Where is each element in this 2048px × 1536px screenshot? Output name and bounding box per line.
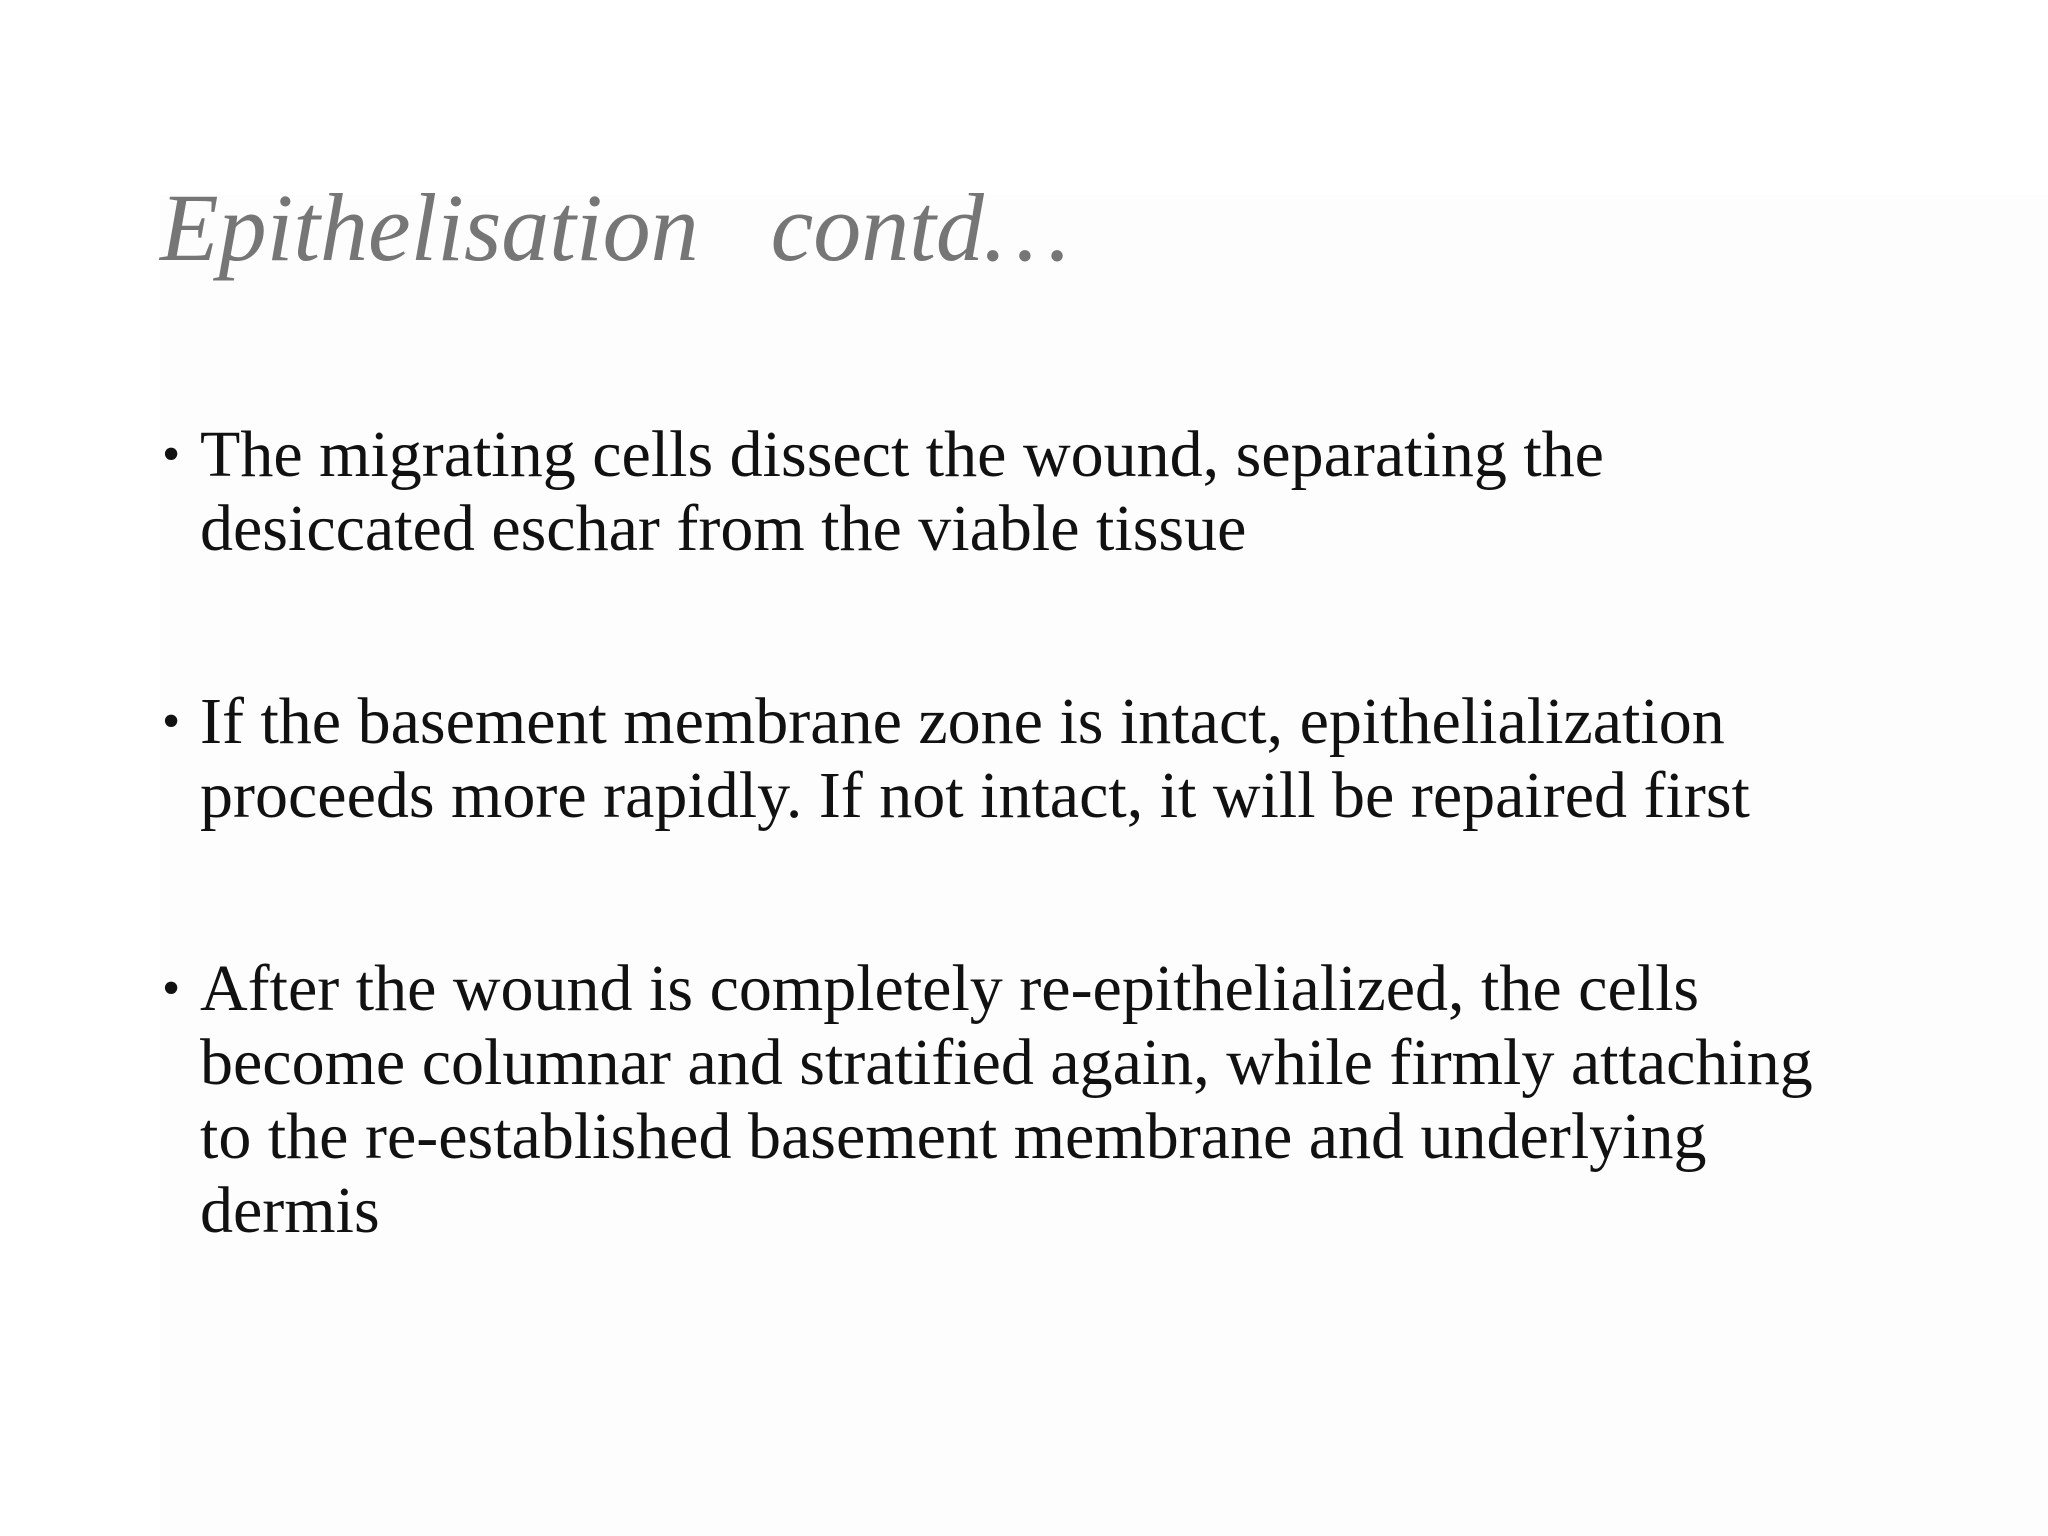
slide-title: Epithelisation contd… [160,174,1070,281]
bullet-text-line: If the basement membrane zone is intact, epithelialization [200,685,1725,758]
bullet-item-2 [160,685,1920,833]
bullet-text-line: After the wound is completely re-epithelialized, the cells [200,952,1700,1025]
bullet-dot: • [162,960,181,1017]
bullet-list [160,418,1920,1248]
bullet-item-3 [160,952,1920,1248]
bullet-text-line: dermis [200,1174,380,1247]
bullet-text-line: desiccated eschar from the viable tissue [200,492,1247,565]
bullet-text-line: become columnar and stratified again, while firmly attaching [200,1026,1813,1099]
bullet-item-1 [160,418,1920,566]
bullet-text-line: to the re-established basement membrane and underlying [200,1100,1707,1173]
bullet-dot: • [162,693,181,750]
bullet-text-line: The migrating cells dissect the wound, separating the [200,418,1604,491]
bullet-text-line: proceeds more rapidly. If not intact, it will be repaired first [200,759,1750,832]
bullet-dot: • [162,426,181,483]
